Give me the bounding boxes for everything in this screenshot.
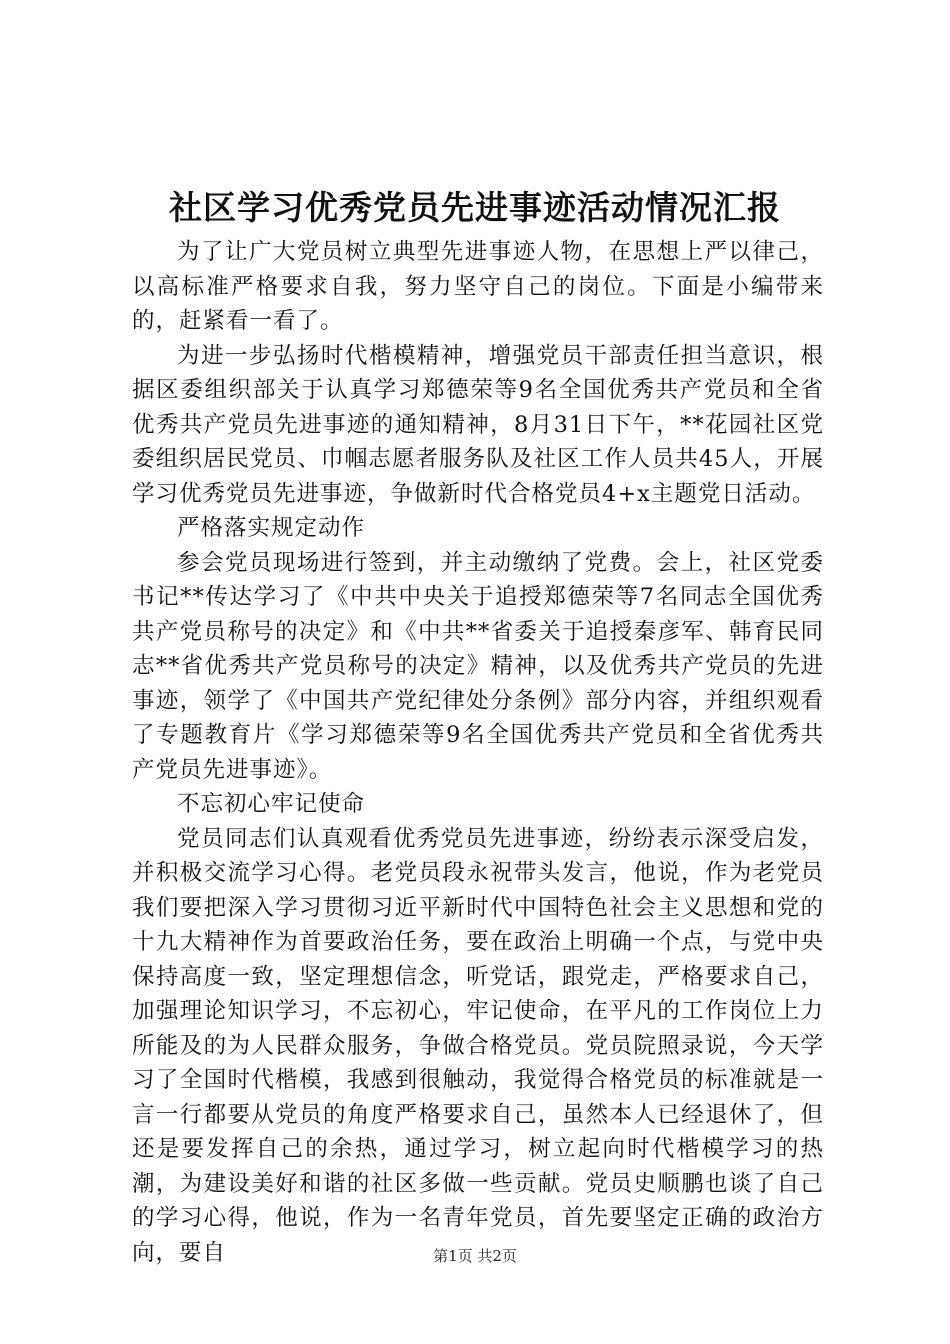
background-paragraph: 为进一步弘扬时代楷模精神，增强党员干部责任担当意识，根据区委组织部关于认真学习郑德荣等9名全国优秀共产党员和全省优秀共产党员先进事迹的通知精神，8月31日下午，**花园社区党委组织居民党员、巾帼志愿者服务队及社区工作人员共45人，开展学习优秀党员先进事迹，争做新时代合格党员4+x主题党日活动。: [132, 342, 824, 507]
document-body: [132, 235, 824, 1270]
page-title: 社区学习优秀党员先进事迹活动情况汇报: [169, 188, 781, 227]
section-heading: 不忘初心牢记使命: [177, 791, 366, 817]
intro-paragraph: 为了让广大党员树立典型先进事迹人物，在思想上严以律己，以高标准严格要求自我，努力坚守自己的岗位。下面是小编带来的，赶紧看一看了。: [132, 239, 824, 334]
section-paragraph: 参会党员现场进行签到，并主动缴纳了党费。会上，社区党委书记**传达学习了《中共中央关于追授郑德荣等7名同志全国优秀共产党员称号的决定》和《中共**省委关于追授秦彦军、韩育民同志**省优秀共产党员称号的决定》精神，以及优秀共产党员的先进事迹，领学了《中国共产党纪律处分条例》部分内容，并组织观看了专题教育片《学习郑德荣等9名全国优秀共产党员和全省优秀共产党员先进事迹》。: [132, 549, 824, 783]
section-paragraph: 党员同志们认真观看优秀党员先进事迹，纷纷表示深受启发，并积极交流学习心得。老党员段永祝带头发言，他说，作为老党员我们要把深入学习贯彻习近平新时代中国特色社会主义思想和党的十九大精神作为首要政治任务，要在政治上明确一个点，与党中央保持高度一致，坚定理想信念，听党话，跟党走，严格要求自己，加强理论知识学习，不忘初心，牢记使命，在平凡的工作岗位上力所能及的为人民群众服务，争做合格党员。党员院照录说，今天学习了全国时代楷模，我感到很触动，我觉得合格党员的标准就是一言一行都要从党员的角度严格要求自己，虽然本人已经退休了，但还是要发挥自己的余热，通过学习，树立起向时代楷模学习的热潮，为建设美好和谐的社区多做一些贡献。党员史顺鹏也谈了自己的学习心得，他说，作为一名青年党员，首先要坚定正确的政治方向，要自: [132, 825, 824, 1266]
page-number-footer: 第1页 共2页: [433, 1247, 517, 1265]
section-heading: 严格落实规定动作: [177, 515, 366, 541]
